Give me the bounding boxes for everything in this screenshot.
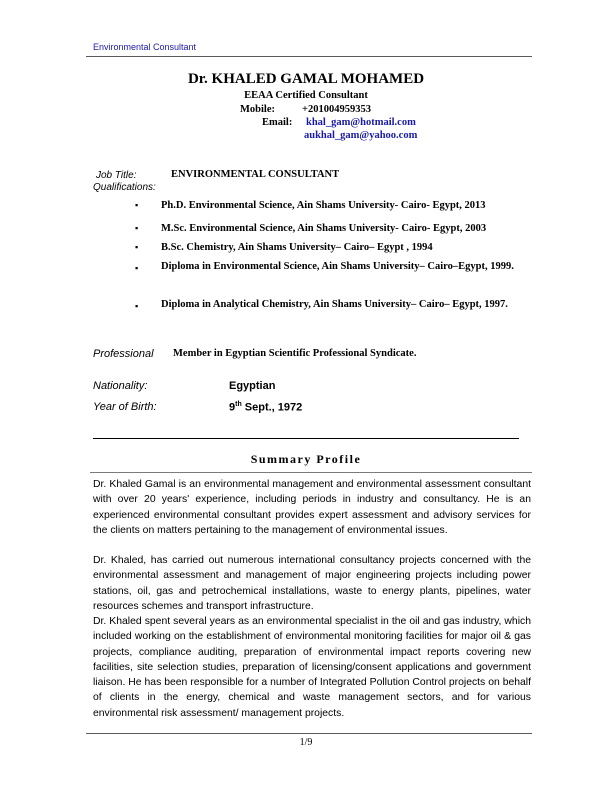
certification: EEAA Certified Consultant xyxy=(244,90,368,101)
bullet-square-icon: ▪ xyxy=(135,200,139,210)
qualifications-label: Qualifications: xyxy=(93,182,156,193)
summary-paragraph: Dr. Khaled Gamal is an environmental management and environmental assessment consultant with over 20 years' experience, including periods in industry and consultancy. He is an experienced environmental consultant provides expert assessment and advisory services for the clients on matters pertaining to the management of environmental issues. xyxy=(93,479,531,536)
email-link-hotmail[interactable]: khal_gam@hotmail.com xyxy=(306,117,416,128)
bullet-square-icon: ▪ xyxy=(135,242,139,252)
professional-value: Member in Egyptian Scientific Professional Syndicate. xyxy=(173,348,417,359)
professional-label: Professional xyxy=(93,348,154,360)
email-link-yahoo[interactable]: aukhal_gam@yahoo.com xyxy=(304,130,418,141)
summary-divider xyxy=(90,472,532,473)
summary-paragraph: Dr. Khaled, has carried out numerous international consultancy projects concerned with the environmental assessment and management of major engineering projects including power stations, oil, gas and petrochemical installations, waste to energy plants, pipelines, water resources schemes and transport infrastructure. xyxy=(93,555,531,612)
qualification-item: Ph.D. Environmental Science, Ain Shams University- Cairo- Egypt, 2013 xyxy=(161,200,486,211)
summary-paragraph: Dr. Khaled spent several years as an environmental specialist in the oil and gas industry, which included working on the establishment of environmental monitoring facilities for major oil & gas projects, compliance auditing, preparation of environmental impact reports covering new facilities, site selection studies, preparation of licensing/consent applications and government liaison. He has been responsible for a number of Integrated Pollution Control projects on behalf of clients in the energy, chemical and waste management sectors, and for various environmental risk assessment/ management projects. xyxy=(93,616,531,719)
birth-day: 9 xyxy=(229,401,236,414)
nationality-label: Nationality: xyxy=(93,380,148,392)
candidate-name: Dr. KHALED GAMAL MOHAMED xyxy=(187,71,425,87)
bullet-square-icon: ▪ xyxy=(135,263,139,273)
bullet-square-icon: ▪ xyxy=(135,301,139,311)
summary-profile-heading: Summary Profile xyxy=(250,452,362,466)
year-of-birth-label: Year of Birth: xyxy=(93,401,157,413)
email-label: Email: xyxy=(262,117,293,128)
birth-day-suffix: th xyxy=(235,401,242,408)
birth-month-year: Sept., 1972 xyxy=(241,401,303,414)
qualification-item: B.Sc. Chemistry, Ain Shams University– Cairo– Egypt , 1994 xyxy=(161,242,433,253)
nationality-value: Egyptian xyxy=(229,380,276,392)
section-divider xyxy=(93,438,519,439)
qualification-item: Diploma in Environmental Science, Ain Shams University– Cairo–Egypt, 1999. xyxy=(161,261,514,272)
mobile-number: +201004959353 xyxy=(302,104,371,115)
qualification-item: M.Sc. Environmental Science, Ain Shams University- Cairo- Egypt, 2003 xyxy=(161,223,487,234)
year-of-birth-value xyxy=(229,401,302,414)
footer-divider xyxy=(86,733,532,734)
header-divider xyxy=(86,56,532,57)
job-title-value: ENVIRONMENTAL CONSULTANT xyxy=(171,169,340,180)
job-title-label: Job Title: xyxy=(96,170,137,181)
bullet-square-icon: ▪ xyxy=(135,223,139,233)
qualification-item: Diploma in Analytical Chemistry, Ain Shams University– Cairo– Egypt, 1997. xyxy=(161,299,508,310)
page-number: 1/9 xyxy=(299,737,313,748)
mobile-label: Mobile: xyxy=(240,104,275,115)
running-header: Environmental Consultant xyxy=(93,42,197,52)
